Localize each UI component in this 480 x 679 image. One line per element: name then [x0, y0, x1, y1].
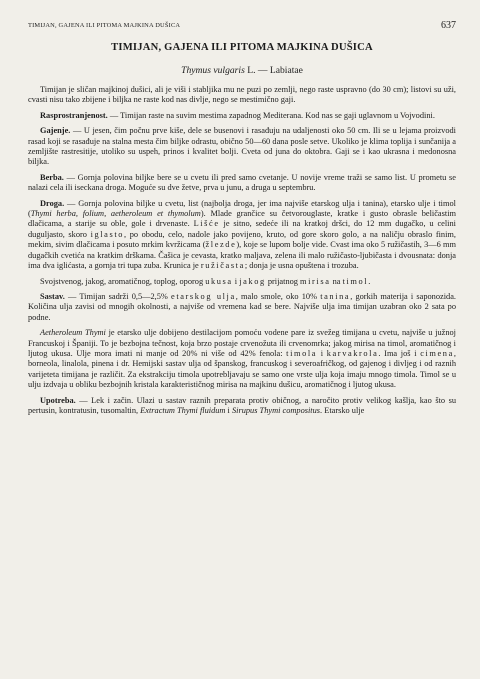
- section-heading: Droga.: [40, 198, 65, 208]
- paragraph-svojstva: [28, 277, 456, 287]
- paragraph-text: — Timijan raste na suvim mestima zapadnog Mediterana. Kod nas se gaji uglavnom u Vojvodini.: [107, 110, 435, 120]
- paragraph-text: , malo smole, oko 10%: [235, 291, 321, 301]
- paragraph-text: i: [317, 348, 327, 358]
- running-title: TIMIJAN, GAJENA ILI PITOMA MAJKINA DUŠICA: [28, 22, 181, 29]
- paragraph-text: je etarsko ulje dobijeno destilacijom pomoću vodene pare iz svežeg timijana u cvetu, najviše u južnoj Francuskoj i Španiji. To je bezbojna tečnost, koja brzo postaje crvenožuta ili crvenomrka; jakog mirisa na timol, aromatičnog i ljutog ukusa. Ulje mora imati ni manje od 20% ni više od 42% fenola:: [28, 328, 456, 358]
- spaced-term: ružičasta: [200, 261, 245, 271]
- paragraph-aetheroleum: [28, 328, 456, 390]
- spaced-term: timola: [286, 348, 318, 358]
- spaced-term: tanina: [320, 291, 351, 301]
- article-body: [28, 85, 456, 416]
- spaced-term: žlezde: [205, 240, 237, 250]
- paragraph-sastav: [28, 292, 456, 323]
- page-number: 637: [441, 20, 456, 31]
- paragraph-berba: [28, 173, 456, 194]
- paragraph-text: prijatnog: [265, 276, 301, 286]
- paragraph-text: na: [330, 276, 343, 286]
- paragraph-rasprostranjenost: [28, 111, 456, 121]
- paragraph-upotreba: [28, 396, 456, 417]
- latin-term: Sirupus Thymi compositus: [231, 405, 321, 415]
- spaced-term: timol: [342, 276, 369, 286]
- paragraph-text: i: [232, 276, 240, 286]
- spaced-term: karvakrola: [326, 348, 379, 358]
- spaced-term: cimena: [420, 348, 454, 358]
- paragraph-text: — Gornja polovina biljke bere se u cvetu ili pred samo cvetanje. U novije vreme traži se samo list. U prometu se nalazi cela ili iseckana droga. Moguće su dve žetve, prva u junu, a druga u septembru.: [28, 172, 456, 193]
- paragraph-text: ; donja je usna opuštena i trozuba.: [244, 261, 359, 271]
- botanical-name: [28, 65, 456, 76]
- latin-term: Thymi herba, folium, aetheroleum et thymolum: [30, 209, 201, 219]
- paragraph-intro: Timijan je sličan majkinoj dušici, ali je viši i stabljika mu ne puzi po zemlji, nego raste uspravno (do 30 cm); listovi su uži, cvasti nisu tako zbijene i biljka ne raste kod nas divlje, nego se mestimično gaji.: [28, 85, 456, 105]
- spaced-term: jakog: [239, 276, 266, 286]
- paragraph-text: Svojstvenog, jakog, aromatičnog, toplog, oporog: [40, 276, 206, 286]
- paragraph-text: — Gornja polovina biljke u cvetu, list (najbolja droga, jer ima najviše etarskog ulja i tanina), etarsko ulje i timol (: [28, 198, 456, 219]
- latin-name: Thymus vulgaris: [181, 65, 245, 76]
- section-heading: Berba.: [40, 172, 64, 182]
- section-heading: Sastav.: [40, 291, 65, 301]
- spaced-term: iglasto: [90, 229, 125, 239]
- spaced-term: mirisa: [300, 276, 331, 286]
- paragraph-text: .: [368, 276, 371, 286]
- spaced-term: etarskog ulja: [171, 291, 236, 301]
- paragraph-text: — Timijan sadrži 0,5—2,5%: [64, 291, 172, 301]
- paragraph-droga: [28, 199, 456, 272]
- article-title: TIMIJAN, GAJENA ILI PITOMA MAJKINA DUŠICA: [111, 42, 373, 53]
- paragraph-text: , po obodu, celo, nadole jako povijeno, kruto, od gore skoro golo, a na naličju obraslo finim, mekim, sivim dlačicama i posuto mrkim kvržicama (: [28, 229, 456, 250]
- latin-term: Extractum Thymi fluidum: [140, 405, 226, 415]
- section-heading: Upotreba.: [40, 395, 76, 405]
- section-heading: Rasprostranjenost.: [40, 110, 108, 120]
- latin-term: Aetheroleum Thymi: [40, 328, 106, 338]
- paragraph-text: , gorkih materija i saponozida. Količina ulja zavisi od mnogih okolnosti, a najviše od vremena kad se bere. Najviše ulja ima timijan uzabran oko 2 sata po podne.: [28, 291, 456, 322]
- spaced-term: Lišće: [193, 219, 220, 229]
- running-header: [28, 18, 456, 36]
- paragraph-text: — U jesen, čim počnu prve kiše, dele se busenovi i rasađuju na udaljenosti oko 50 cm. Ili se u lejama proizvodi rasad koji se rasađuje na stalna mesta čim biljke odrastu, obično 50—60 dana posle setve. Ukoliko je klima toplija i sunčanija a zemljište rastresitije, utoliko su uspeh, prinos i kvalitet bolji. Cveta od juna do oktobra. Gaji se i kao ukrasna i medonosna biljka.: [28, 126, 456, 167]
- paragraph-text: je sitno, sedeće ili na kratkoj dršci, do 12 mm dugačko, u celini duguljasto, skoro: [28, 219, 456, 239]
- section-heading: Gajenje.: [40, 126, 71, 136]
- paragraph-text: , borneola, linalola, pinena i dr. Hemijski sastav ulja od španskog, francuskog i severoafričkog, od gajenog i divljeg i od raznih varijeteta timijana je različit. Za ekstrakciju timola upotrebljavaju se samo one vrste ulja koja imaju mnogo timola. Timol se u ulju izdvaja u obliku bezbojnih kristala karakterističnog mirisa na majkinu dušicu, aromatičnog i ljutog ukusa.: [28, 348, 456, 390]
- paragraph-text: . Etarsko ulje: [320, 405, 365, 415]
- paragraph-text: i: [225, 405, 232, 415]
- paragraph-gajenje: [28, 126, 456, 168]
- paragraph-text: . Ima još i: [378, 348, 421, 358]
- paragraph-text: ). Mlade grančice su četvorouglaste, kratke i gusto obrasle beličastim dlačicama, a starije su oble, gole i drvenaste.: [28, 209, 457, 229]
- paragraph-text: — Lek i začin. Ulazi u sastav raznih preparata protiv običnog, a naročito protiv velikog kašlja, kao što su pertusin, kontratusin, tusomaltin,: [28, 395, 456, 415]
- paragraph-text: ), koje se lupom bolje vide. Cvast ima oko 5 ružičastih, 3—6 mm dugačkih cvetića na kratkim drškama. Čašica je cevasta, kratko maljava, zelena ili malo ružičasto-ljubičasta i dvousnata: donja ima dva iglićasta, a gornja tri tupa zuba. Krunica je: [28, 240, 456, 271]
- family-name: L. — Labiatae: [244, 65, 303, 76]
- spaced-term: ukusa: [205, 276, 233, 286]
